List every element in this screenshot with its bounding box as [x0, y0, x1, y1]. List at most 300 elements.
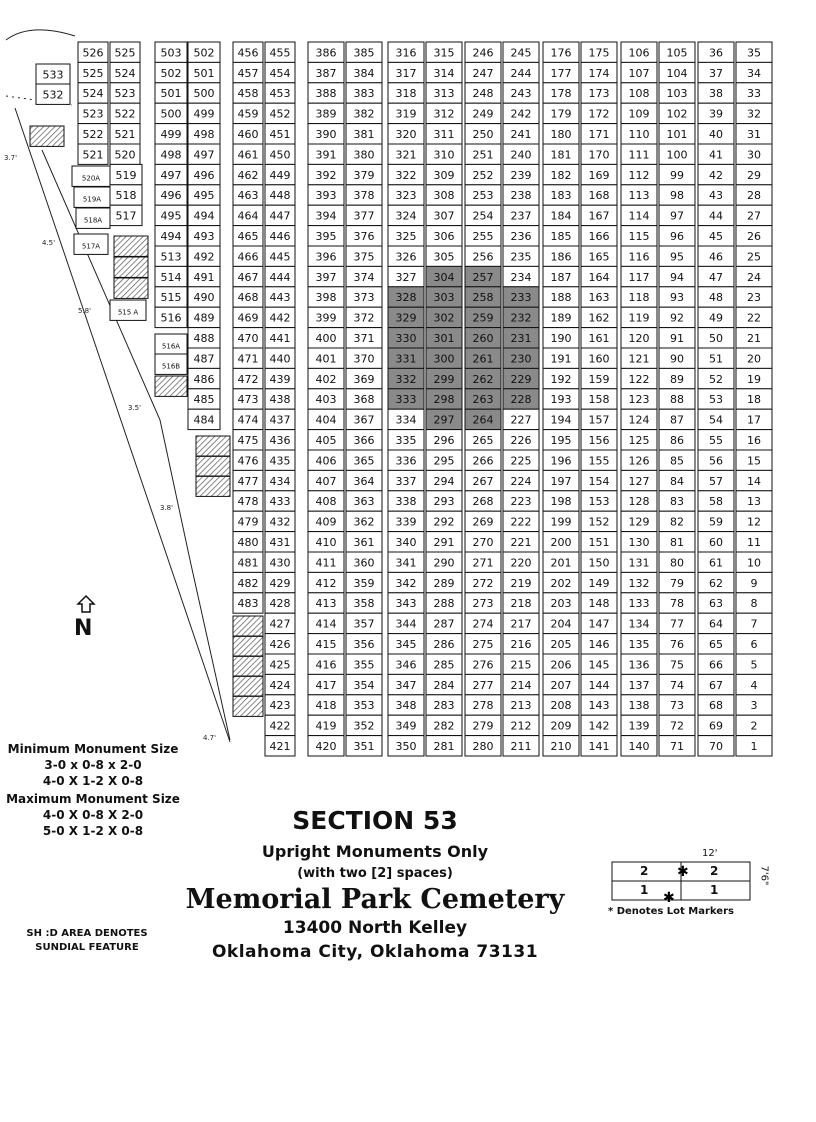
svg-text:135: 135 [628, 638, 650, 651]
lot-524 [110, 62, 140, 82]
lot-324 [388, 205, 424, 225]
lot-25 [736, 246, 772, 266]
svg-text:18: 18 [747, 393, 761, 407]
lot-427A [233, 616, 263, 636]
lot-242 [503, 103, 539, 123]
lot-451 [265, 124, 295, 144]
svg-text:500: 500 [193, 87, 215, 101]
svg-text:246: 246 [472, 46, 494, 60]
svg-text:167: 167 [588, 209, 610, 223]
svg-text:318: 318 [395, 87, 417, 101]
svg-text:363: 363 [353, 495, 375, 509]
lot-94 [659, 266, 695, 286]
legend-cell-2: 2 [710, 864, 719, 878]
svg-text:122: 122 [628, 372, 650, 386]
lot-483 [233, 593, 263, 613]
svg-text:519A: 519A [82, 195, 102, 204]
lot-184 [543, 205, 579, 225]
lot-445 [265, 246, 295, 266]
lot-518 [110, 185, 142, 205]
lot-39 [698, 103, 734, 123]
svg-text:357: 357 [353, 617, 375, 631]
lot-grid [78, 42, 772, 756]
lot-150 [581, 552, 617, 572]
svg-text:283: 283 [433, 699, 455, 713]
lot-501 [188, 62, 220, 82]
svg-text:219: 219 [510, 576, 532, 590]
lot-424 [265, 674, 295, 694]
lot-103 [659, 83, 695, 103]
svg-text:419: 419 [315, 719, 337, 733]
svg-text:42: 42 [709, 168, 723, 182]
lot-80 [659, 552, 695, 572]
svg-text:487: 487 [193, 352, 215, 366]
svg-text:276: 276 [472, 658, 494, 672]
lot-34 [736, 62, 772, 82]
legend-star-top: ✱ [677, 864, 689, 880]
svg-text:288: 288 [433, 597, 455, 611]
lot-215 [503, 654, 539, 674]
lot-195 [543, 430, 579, 450]
svg-text:104: 104 [666, 66, 688, 80]
svg-text:112: 112 [628, 168, 650, 182]
lot-376 [346, 226, 382, 246]
lot-107 [621, 62, 657, 82]
lot-301 [426, 328, 462, 348]
svg-text:186: 186 [550, 250, 572, 264]
lot-443 [265, 287, 295, 307]
lot-146 [581, 634, 617, 654]
lot-231 [503, 328, 539, 348]
lot-283 [426, 695, 462, 715]
svg-text:513: 513 [160, 250, 182, 264]
svg-text:351: 351 [353, 740, 375, 753]
svg-text:476: 476 [237, 454, 259, 468]
max-monument-size-2: 5-0 X 1-2 X 0-8 [42, 824, 144, 838]
lot-272 [465, 572, 501, 592]
lot-519 [110, 164, 142, 184]
lot-251 [465, 144, 501, 164]
lot-384 [346, 62, 382, 82]
lot-290 [426, 552, 462, 572]
svg-text:368: 368 [353, 393, 375, 407]
svg-text:444: 444 [269, 270, 291, 284]
lot-288 [426, 593, 462, 613]
svg-text:172: 172 [588, 107, 610, 121]
svg-text:69: 69 [709, 719, 723, 733]
lot-364 [346, 470, 382, 490]
svg-text:525: 525 [114, 46, 136, 60]
lot-398 [308, 287, 344, 307]
lot-515 [155, 287, 187, 307]
svg-text:199: 199 [550, 515, 572, 529]
svg-text:361: 361 [353, 536, 375, 549]
svg-text:2: 2 [750, 719, 758, 733]
lot-42 [698, 164, 734, 184]
svg-text:85: 85 [670, 454, 684, 468]
svg-text:382: 382 [353, 107, 375, 121]
lot-377 [346, 205, 382, 225]
svg-text:31: 31 [747, 128, 761, 141]
lot-427 [265, 613, 295, 633]
svg-text:259: 259 [472, 311, 494, 325]
svg-text:433: 433 [269, 495, 291, 509]
lot-316 [388, 42, 424, 62]
svg-text:198: 198 [550, 495, 572, 509]
lot-496 [155, 185, 187, 205]
svg-text:364: 364 [353, 474, 375, 488]
svg-text:524: 524 [114, 66, 136, 80]
lot-172 [581, 103, 617, 123]
svg-text:303: 303 [433, 291, 455, 305]
lot-322 [388, 164, 424, 184]
lot-312 [426, 103, 462, 123]
lot-481 [233, 552, 263, 572]
svg-text:397: 397 [315, 270, 337, 284]
svg-text:462: 462 [237, 168, 259, 182]
lot-180 [543, 124, 579, 144]
lot-43 [698, 185, 734, 205]
svg-text:405: 405 [315, 434, 337, 447]
lot-77 [659, 613, 695, 633]
lot-430 [265, 552, 295, 572]
lot-502 [188, 42, 220, 62]
lot-523 [110, 83, 140, 103]
svg-text:371: 371 [353, 332, 375, 345]
svg-text:301: 301 [433, 332, 455, 345]
svg-text:477: 477 [237, 474, 259, 488]
svg-text:271: 271 [472, 556, 494, 570]
svg-text:457: 457 [237, 66, 259, 80]
svg-text:383: 383 [353, 87, 375, 101]
svg-text:75: 75 [670, 658, 684, 672]
svg-text:128: 128 [628, 495, 650, 509]
svg-text:459: 459 [237, 107, 259, 121]
lot-457 [233, 62, 263, 82]
svg-text:238: 238 [510, 189, 532, 203]
svg-text:220: 220 [510, 556, 532, 570]
lot-89 [659, 368, 695, 388]
svg-text:473: 473 [237, 393, 259, 407]
svg-text:300: 300 [433, 352, 455, 366]
svg-text:125: 125 [628, 434, 650, 447]
svg-text:523: 523 [82, 107, 104, 121]
svg-text:296: 296 [433, 434, 455, 447]
svg-text:169: 169 [588, 168, 610, 182]
svg-text:445: 445 [269, 250, 291, 264]
lot-197 [543, 470, 579, 490]
lot-471 [233, 348, 263, 368]
lot-321 [388, 144, 424, 164]
svg-text:17: 17 [747, 413, 761, 427]
lot-463 [233, 185, 263, 205]
lot-183 [543, 185, 579, 205]
svg-text:228: 228 [510, 393, 532, 407]
svg-text:222: 222 [510, 515, 532, 529]
svg-text:415: 415 [315, 638, 337, 651]
lot-40 [698, 124, 734, 144]
svg-text:515: 515 [160, 291, 182, 305]
svg-text:359: 359 [353, 576, 375, 590]
svg-text:312: 312 [433, 107, 455, 121]
svg-text:521: 521 [114, 128, 136, 141]
svg-text:96: 96 [670, 230, 684, 243]
svg-text:492: 492 [193, 250, 215, 264]
lot-461 [233, 144, 263, 164]
lot-513A [114, 278, 148, 298]
svg-text:12: 12 [747, 515, 761, 529]
lot-174 [581, 62, 617, 82]
svg-text:469: 469 [237, 311, 259, 325]
lot-486A [155, 376, 187, 396]
svg-text:165: 165 [588, 250, 610, 264]
svg-text:152: 152 [588, 515, 610, 529]
lot-342 [388, 572, 424, 592]
svg-text:208: 208 [550, 699, 572, 713]
svg-text:232: 232 [510, 311, 532, 325]
lot-484 [188, 409, 220, 429]
svg-text:497: 497 [160, 168, 182, 182]
svg-text:66: 66 [709, 658, 723, 672]
lot-74 [659, 674, 695, 694]
svg-text:71: 71 [670, 740, 684, 753]
svg-text:171: 171 [588, 128, 610, 141]
lot-86 [659, 430, 695, 450]
lot-158 [581, 389, 617, 409]
svg-text:114: 114 [628, 209, 650, 223]
svg-text:353: 353 [353, 699, 375, 713]
svg-text:72: 72 [670, 719, 684, 733]
svg-text:408: 408 [315, 495, 337, 509]
svg-text:62: 62 [709, 576, 723, 590]
svg-text:465: 465 [237, 230, 259, 243]
lot-17 [736, 409, 772, 429]
lot-10 [736, 552, 772, 572]
svg-text:264: 264 [472, 413, 494, 427]
svg-text:336: 336 [395, 454, 417, 468]
lot-157 [581, 409, 617, 429]
svg-text:497: 497 [193, 148, 215, 162]
lot-418 [308, 695, 344, 715]
svg-text:70: 70 [709, 740, 723, 753]
svg-text:414: 414 [315, 617, 337, 631]
north-arrow-icon [78, 596, 94, 612]
svg-text:241: 241 [510, 128, 532, 141]
svg-text:322: 322 [395, 168, 417, 182]
lot-209 [543, 715, 579, 735]
lot-494 [155, 226, 187, 246]
svg-text:517: 517 [115, 209, 137, 223]
svg-text:269: 269 [472, 515, 494, 529]
svg-text:454: 454 [269, 66, 291, 80]
lot-113 [621, 185, 657, 205]
lot-189 [543, 307, 579, 327]
svg-text:127: 127 [628, 474, 650, 488]
lot-275 [465, 634, 501, 654]
svg-text:150: 150 [588, 556, 610, 570]
svg-text:97: 97 [670, 209, 684, 223]
svg-text:95: 95 [670, 250, 684, 264]
lot-151 [581, 532, 617, 552]
lot-291 [426, 532, 462, 552]
svg-text:335: 335 [395, 434, 417, 447]
svg-text:10: 10 [747, 556, 761, 570]
lot-371 [346, 328, 382, 348]
svg-text:203: 203 [550, 597, 572, 611]
svg-text:470: 470 [237, 332, 259, 345]
lot-37 [698, 62, 734, 82]
svg-text:20: 20 [747, 352, 761, 366]
lot-475 [233, 430, 263, 450]
svg-text:249: 249 [472, 107, 494, 121]
lot-81 [659, 532, 695, 552]
svg-text:321: 321 [395, 148, 417, 162]
lot-470 [233, 328, 263, 348]
lot-198 [543, 491, 579, 511]
lot-365 [346, 450, 382, 470]
lot-467 [233, 266, 263, 286]
svg-text:424: 424 [269, 678, 291, 692]
svg-text:105: 105 [666, 46, 688, 60]
lot-216 [503, 634, 539, 654]
min-monument-size-1: 3-0 x 0-8 x 2-0 [44, 758, 142, 772]
lot-134 [621, 613, 657, 633]
lot-9 [736, 572, 772, 592]
lot-335 [388, 430, 424, 450]
measurement-label: 5.8' [78, 307, 92, 315]
svg-text:329: 329 [395, 311, 417, 325]
lot-78 [659, 593, 695, 613]
svg-text:384: 384 [353, 66, 375, 80]
svg-text:81: 81 [670, 536, 684, 549]
svg-text:189: 189 [550, 311, 572, 325]
lot-404 [308, 409, 344, 429]
lot-266 [465, 450, 501, 470]
svg-text:87: 87 [670, 413, 684, 427]
lot-360 [346, 552, 382, 572]
svg-text:422: 422 [269, 719, 291, 733]
svg-text:215: 215 [510, 658, 532, 672]
lot-497 [155, 164, 187, 184]
svg-text:46: 46 [709, 250, 723, 264]
svg-text:144: 144 [588, 678, 610, 692]
lot-63 [698, 593, 734, 613]
lot-530A [30, 126, 64, 146]
lot-26 [736, 226, 772, 246]
svg-text:362: 362 [353, 515, 375, 529]
lot-227 [503, 409, 539, 429]
lot-523 [78, 103, 108, 123]
lot-70 [698, 736, 734, 756]
legend-star-bottom: ✱ [663, 890, 675, 906]
lot-526 [78, 42, 108, 62]
svg-text:68: 68 [709, 699, 723, 713]
lot-447 [265, 205, 295, 225]
lot-402 [308, 368, 344, 388]
lot-260 [465, 328, 501, 348]
lot-65 [698, 634, 734, 654]
svg-text:495: 495 [193, 189, 215, 203]
lot-287 [426, 613, 462, 633]
lot-277 [465, 674, 501, 694]
lot-403 [308, 389, 344, 409]
svg-text:434: 434 [269, 474, 291, 488]
lot-464 [233, 205, 263, 225]
svg-text:400: 400 [315, 332, 337, 345]
lot-379 [346, 164, 382, 184]
lot-354 [346, 674, 382, 694]
lot-304 [426, 266, 462, 286]
svg-text:290: 290 [433, 556, 455, 570]
lot-426 [265, 634, 295, 654]
lot-485 [188, 389, 220, 409]
svg-text:15: 15 [747, 454, 761, 468]
lot-303 [426, 287, 462, 307]
svg-text:28: 28 [747, 189, 761, 203]
svg-text:190: 190 [550, 332, 572, 345]
svg-text:140: 140 [628, 740, 650, 753]
svg-text:4: 4 [750, 678, 758, 692]
lot-397 [308, 266, 344, 286]
svg-text:161: 161 [588, 332, 610, 345]
lot-466 [233, 246, 263, 266]
lot-132 [621, 572, 657, 592]
svg-text:94: 94 [670, 270, 684, 284]
lot-212 [503, 715, 539, 735]
lot-345 [388, 634, 424, 654]
lot-356 [346, 634, 382, 654]
lot-130 [621, 532, 657, 552]
svg-text:168: 168 [588, 189, 610, 203]
lot-298 [426, 389, 462, 409]
svg-text:254: 254 [472, 209, 494, 223]
svg-text:244: 244 [510, 66, 532, 80]
lot-246 [465, 42, 501, 62]
svg-text:242: 242 [510, 107, 532, 121]
lot-337 [388, 470, 424, 490]
lot-116 [621, 246, 657, 266]
lot-276 [465, 654, 501, 674]
lot-435 [265, 450, 295, 470]
svg-text:180: 180 [550, 128, 572, 141]
lot-219 [503, 572, 539, 592]
lot-1 [736, 736, 772, 756]
lot-64 [698, 613, 734, 633]
svg-text:278: 278 [472, 699, 494, 713]
lot-249 [465, 103, 501, 123]
svg-text:517A: 517A [81, 242, 101, 251]
svg-text:404: 404 [315, 413, 337, 427]
svg-text:235: 235 [510, 250, 532, 264]
svg-text:498: 498 [160, 148, 182, 162]
svg-text:187: 187 [550, 270, 572, 284]
svg-text:316: 316 [395, 46, 417, 60]
lot-532 [36, 84, 70, 104]
svg-text:501: 501 [193, 66, 215, 80]
svg-text:516A: 516A [161, 342, 181, 351]
lot-137 [621, 674, 657, 694]
lot-513 [155, 246, 187, 266]
lot-7 [736, 613, 772, 633]
svg-text:402: 402 [315, 372, 337, 386]
section-title: SECTION 53 [292, 806, 458, 835]
lot-441 [265, 328, 295, 348]
lot-82 [659, 511, 695, 531]
lot-327 [388, 266, 424, 286]
svg-text:441: 441 [269, 332, 291, 345]
svg-text:494: 494 [160, 230, 182, 243]
svg-text:474: 474 [237, 413, 259, 427]
